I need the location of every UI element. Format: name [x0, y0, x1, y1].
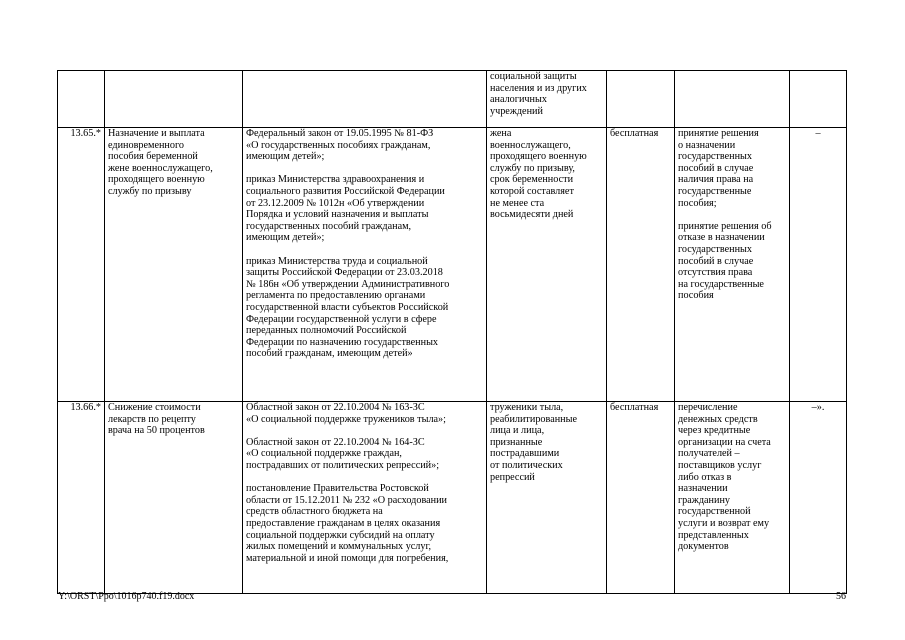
text-line: «О государственных пособиях гражданам,: [246, 139, 431, 151]
text-line: принятие решения: [678, 128, 759, 139]
text-line: о назначении: [678, 139, 736, 151]
text-line: государственные: [678, 185, 752, 197]
cell-fee: [607, 71, 675, 128]
text-line: службу по призыву,: [490, 162, 575, 174]
text-line: регламента по предоставлению органами: [246, 290, 426, 302]
footer-page-number: 56: [836, 591, 846, 602]
text-line: Областной закон от 22.10.2004 № 164-ЗС: [246, 436, 425, 448]
note-text: –».: [811, 402, 825, 413]
text-line: «О социальной поддержке тружеников тыла»;: [246, 413, 446, 425]
text-line: перечисление: [678, 402, 738, 413]
cell-service-name: [105, 128, 243, 402]
text-line: предоставление гражданам в целях оказания: [246, 517, 441, 529]
text-line: наличия права на: [678, 174, 754, 186]
paragraph: [246, 128, 483, 163]
text-line: лица и лица,: [490, 425, 545, 437]
text-line: денежных средств: [678, 413, 758, 425]
text-line: пособий в случае: [678, 255, 754, 267]
text-line: врача на 50 процентов: [108, 425, 205, 437]
cell-note: [790, 71, 847, 128]
text-line: услуги и возврат ему: [678, 517, 770, 529]
text-line: социальной защиты: [490, 71, 577, 82]
text-line: жена: [490, 128, 512, 139]
text-line: постановление Правительства Ростовской: [246, 483, 429, 495]
text-line: лекарств по рецепту: [108, 413, 196, 425]
cell-service-name: [105, 71, 243, 128]
text-line: получателей –: [678, 448, 740, 460]
cell-recipients: [487, 71, 607, 128]
text-line: социального развития Российской Федерации: [246, 185, 445, 197]
cell-note: [790, 128, 847, 402]
text-line: № 186н «Об утверждении Административного: [246, 278, 450, 290]
paragraph: [246, 483, 483, 564]
text-line: срок беременности: [490, 174, 574, 186]
text-line: Порядка и условий назначения и выплаты: [246, 209, 429, 221]
text-line: представленных: [678, 529, 749, 541]
cell-recipients: [487, 402, 607, 594]
text-line: пособия беременной: [108, 151, 198, 163]
text-line: средств областного бюджета на: [246, 506, 383, 518]
text-line: организации на счета: [678, 436, 771, 448]
footer-file-path: Y:\ORST\Ppo\1016p740.f19.docx: [58, 591, 195, 602]
text-line: которой составляет: [490, 185, 574, 197]
paragraph: [246, 256, 483, 360]
text-line: либо отказ в: [678, 471, 732, 483]
paragraph: [678, 128, 786, 209]
text-line: пострадавших от политических репрессий»;: [246, 459, 440, 471]
text-line: аналогичных: [490, 94, 547, 106]
text-line: защиты Российской Федерации от 23.03.2018: [246, 267, 443, 279]
text-line: «О социальной поддержке граждан,: [246, 448, 402, 460]
text-line: государственных: [678, 243, 752, 255]
cell-item-number: [58, 402, 105, 594]
item-number: 13.66.*: [70, 402, 101, 413]
cell-fee: [607, 128, 675, 402]
text-line: приказ Министерства труда и социальной: [246, 255, 428, 267]
text-line: восьмидесяти дней: [490, 209, 574, 221]
text-line: репрессий: [490, 471, 535, 483]
text-line: Федерации государственной услуги в сфере: [246, 313, 437, 325]
text-line: пособия: [678, 290, 714, 302]
text-line: имеющим детей»;: [246, 151, 325, 163]
text-line: жилых помещений и коммунальных услуг,: [246, 541, 432, 553]
document-table: [57, 70, 847, 594]
text-line: от политических: [490, 459, 563, 471]
cell-legal-basis: [243, 71, 487, 128]
text-line: службу по призыву: [108, 185, 192, 197]
cell-service-name: [105, 402, 243, 594]
text-line: государственных: [678, 151, 752, 163]
text-line: бесплатная: [610, 128, 659, 139]
text-line: приказ Министерства здравоохранения и: [246, 174, 425, 186]
table-row: [58, 71, 847, 128]
text-line: документов: [678, 541, 729, 553]
cell-note: [790, 402, 847, 594]
text-line: поставщиков услуг: [678, 459, 762, 471]
text-line: гражданину: [678, 494, 730, 506]
text-line: единовременного: [108, 139, 184, 151]
text-line: бесплатная: [610, 402, 659, 413]
paragraph: [678, 402, 786, 553]
cell-legal-basis: [243, 402, 487, 594]
text-line: через кредитные: [678, 425, 751, 437]
text-line: учреждений: [490, 105, 543, 117]
text-line: социальной поддержки субсидий на оплату: [246, 529, 435, 541]
text-line: отказе в назначении: [678, 232, 765, 244]
paragraph: [678, 221, 786, 302]
paragraph: [246, 402, 483, 425]
text-line: проходящего военную: [108, 174, 205, 186]
text-line: от 23.12.2009 № 1012н «Об утверждении: [246, 197, 425, 209]
cell-item-number: [58, 71, 105, 128]
cell-result: [675, 128, 790, 402]
text-line: реабилитированные: [490, 413, 577, 425]
text-line: принятие решения об: [678, 220, 772, 232]
item-number: 13.65.*: [70, 128, 101, 139]
text-line: не менее ста: [490, 197, 545, 209]
text-line: пособий в случае: [678, 162, 754, 174]
text-line: военнослужащего,: [490, 139, 571, 151]
note-text: –: [815, 128, 821, 139]
text-line: отсутствия права: [678, 267, 753, 279]
text-line: пособий гражданам, имеющим детей»: [246, 348, 413, 360]
text-line: государственной власти субъектов Российской: [246, 301, 449, 313]
text-line: Областной закон от 22.10.2004 № 163-ЗС: [246, 402, 425, 413]
text-line: населения и из других: [490, 82, 587, 94]
cell-recipients: [487, 128, 607, 402]
text-line: на государственные: [678, 278, 764, 290]
table-row: [58, 128, 847, 402]
paragraph: [246, 437, 483, 472]
paragraph: [246, 174, 483, 244]
cell-legal-basis: [243, 128, 487, 402]
text-line: Снижение стоимости: [108, 402, 201, 413]
text-line: переданных полномочий Российской: [246, 325, 407, 337]
cell-result: [675, 71, 790, 128]
cell-result: [675, 402, 790, 594]
text-line: материальной и иной помощи для погребения,: [246, 552, 449, 564]
text-line: назначении: [678, 483, 728, 495]
text-line: государственных пособий гражданам,: [246, 220, 412, 232]
table-row: [58, 402, 847, 594]
text-line: пособия;: [678, 197, 717, 209]
text-line: пострадавшими: [490, 448, 560, 460]
cell-item-number: [58, 128, 105, 402]
text-line: Назначение и выплата: [108, 128, 205, 139]
text-line: труженики тыла,: [490, 402, 564, 413]
text-line: Федеральный закон от 19.05.1995 № 81-ФЗ: [246, 128, 434, 139]
text-line: проходящего военную: [490, 151, 587, 163]
text-line: признанные: [490, 436, 543, 448]
cell-fee: [607, 402, 675, 594]
text-line: имеющим детей»;: [246, 232, 325, 244]
text-line: Федерации по назначению государственных: [246, 336, 439, 348]
text-line: жене военнослужащего,: [108, 162, 213, 174]
text-line: области от 15.12.2011 № 232 «О расходовании: [246, 494, 448, 506]
text-line: государственной: [678, 506, 751, 518]
